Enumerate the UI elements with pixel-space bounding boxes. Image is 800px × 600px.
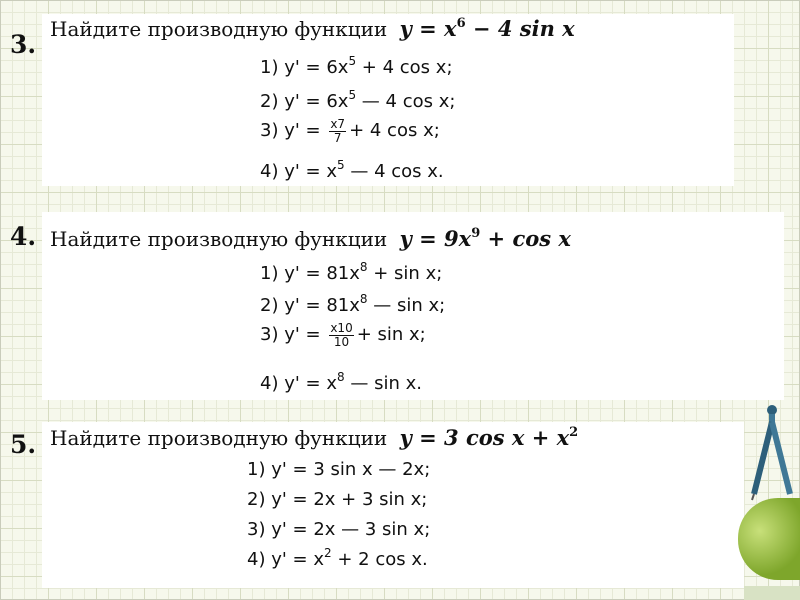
option-text: + sin x;: [367, 263, 443, 284]
prompt-text: Найдите производную функции: [50, 227, 388, 251]
option-exponent: 8: [336, 370, 345, 384]
question-prompt: [50, 425, 578, 450]
option-text: 1) y' = 6x: [260, 57, 349, 78]
option-text: 1) y' = 3 sin x — 2x;: [247, 459, 431, 480]
question-card-3: [42, 14, 734, 186]
formula-exponent: 6: [456, 16, 466, 31]
answer-option-4[interactable]: [260, 158, 444, 182]
option-text: 3) y' =: [260, 324, 327, 346]
question-card-4: [42, 212, 784, 400]
option-text: + 4 cos x;: [349, 120, 440, 142]
answer-option-2[interactable]: [260, 88, 455, 112]
formula-exponent: 9: [471, 226, 481, 241]
function-formula: [400, 16, 575, 41]
question-prompt: [50, 16, 575, 41]
answer-option-3[interactable]: [260, 118, 440, 144]
fraction-numerator: x10: [330, 321, 353, 335]
option-text: 2) y' = 6x: [260, 91, 349, 112]
option-exponent: 5: [348, 54, 357, 68]
function-formula: [400, 425, 579, 450]
compass-icon: [744, 402, 800, 502]
option-text: — 4 cos x;: [356, 91, 456, 112]
answer-option-4[interactable]: [247, 546, 428, 570]
fraction-denominator: 7: [333, 130, 342, 145]
option-text: + 4 cos x;: [356, 57, 453, 78]
answer-option-1[interactable]: [260, 54, 453, 78]
prompt-text: Найдите производную функции: [50, 17, 388, 41]
answer-option-1[interactable]: [260, 260, 442, 284]
option-text: 2) y' = 2x + 3 sin x;: [247, 489, 428, 510]
formula-part: + cos x: [480, 226, 571, 251]
option-exponent: 5: [336, 158, 345, 172]
answer-option-4[interactable]: [260, 370, 422, 394]
function-formula: [400, 226, 571, 251]
option-text: 4) y' = x: [260, 373, 337, 394]
formula-part: − 4 sin x: [465, 16, 575, 41]
decor-shadow: [744, 586, 800, 600]
answer-option-1[interactable]: [247, 456, 430, 480]
question-prompt: [50, 226, 571, 251]
answer-option-3[interactable]: [260, 322, 426, 348]
option-exponent: 8: [359, 260, 368, 274]
option-exponent: 2: [323, 546, 332, 560]
option-text: 3) y' = 2x — 3 sin x;: [247, 519, 431, 540]
answer-option-2[interactable]: [260, 292, 445, 316]
answer-option-3[interactable]: [247, 516, 430, 540]
formula-exponent: 2: [569, 425, 579, 440]
option-text: 4) y' = x: [247, 549, 324, 570]
fraction-denominator: 10: [333, 334, 350, 349]
option-text: 3) y' =: [260, 120, 327, 142]
formula-part: y = 3 cos x + x: [399, 425, 570, 450]
option-text: 1) y' = 81x: [260, 263, 360, 284]
question-number-3: 3.: [10, 30, 37, 59]
option-text: + 2 cos x.: [331, 549, 428, 570]
option-text: 4) y' = x: [260, 161, 337, 182]
option-text: + sin x;: [356, 324, 426, 346]
formula-part: y = 9x: [399, 226, 472, 251]
question-card-5: [42, 422, 744, 588]
question-number-4: 4.: [10, 222, 37, 251]
option-text: 2) y' = 81x: [260, 295, 360, 316]
option-exponent: 8: [359, 292, 368, 306]
fraction: [329, 322, 353, 348]
question-number-5: 5.: [10, 430, 37, 459]
option-text: — sin x;: [367, 295, 446, 316]
prompt-text: Найдите производную функции: [50, 426, 388, 450]
option-text: — sin x.: [344, 373, 422, 394]
fraction-numerator: x7: [330, 117, 346, 131]
option-text: — 4 cos x.: [344, 161, 444, 182]
answer-option-2[interactable]: [247, 486, 427, 510]
option-exponent: 5: [348, 88, 357, 102]
fraction: [329, 118, 346, 144]
formula-part: y = x: [399, 16, 457, 41]
